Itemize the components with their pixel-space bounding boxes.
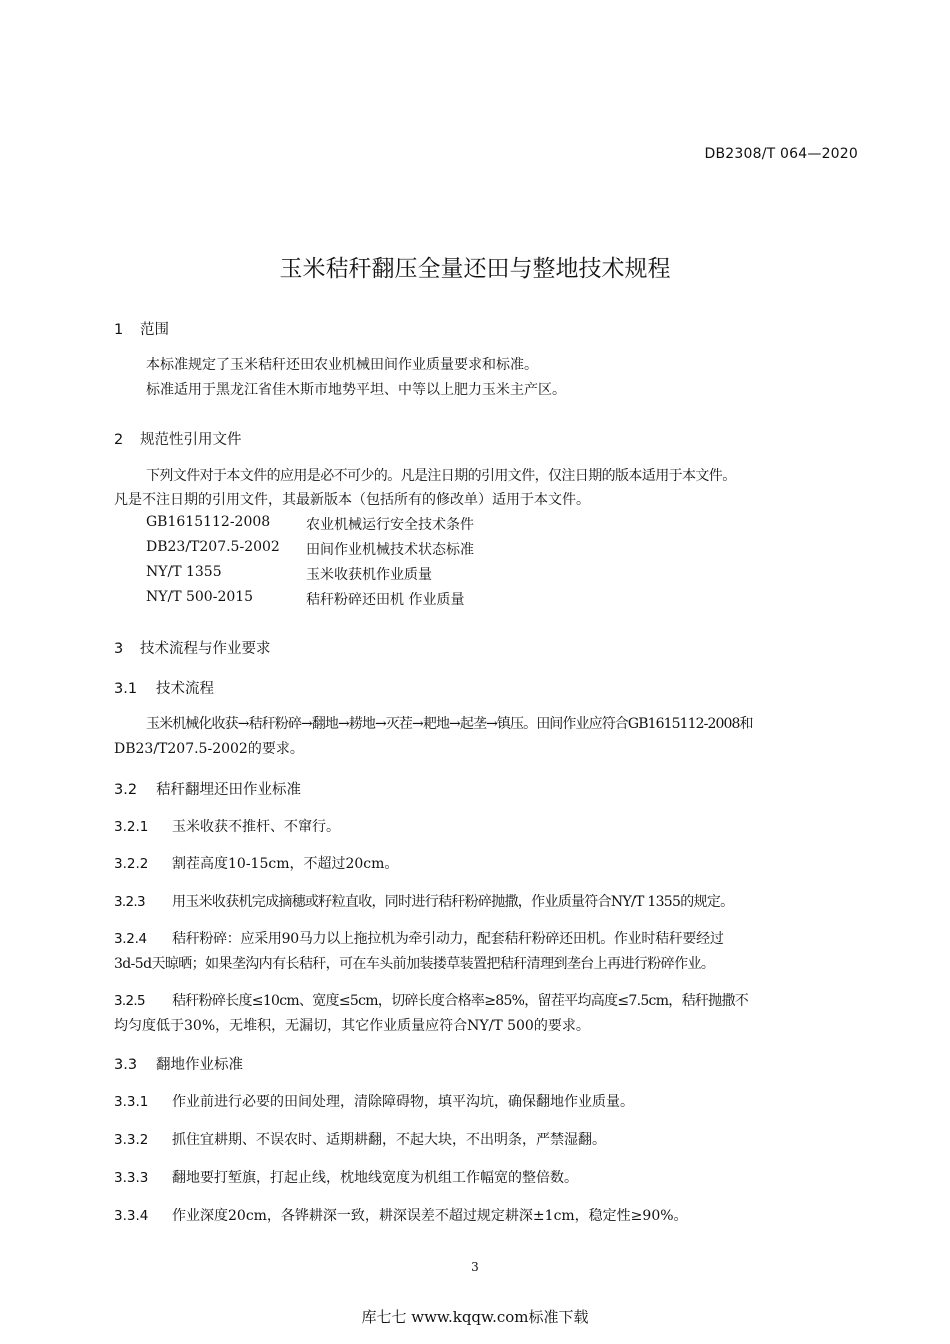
section-number: 1 [114, 322, 124, 338]
clause-3-2-4 [114, 928, 724, 948]
section-title: 规范性引用文件 [140, 432, 242, 448]
document-title: 玉米秸秆翻压全量还田与整地技术规程 [279, 256, 671, 282]
clause-text: 秸秆粉碎：应采用90马力以上拖拉机为牵引动力，配套秸秆粉碎还田机。作业时秸秆要经过 [172, 931, 724, 947]
subsection-title: 秸秆翻埋还田作业标准 [156, 782, 301, 798]
reference-name: 农业机械运行安全技术条件 [306, 517, 474, 533]
clause-number: 3.2.4 [114, 931, 147, 947]
clause-number: 3.3.3 [114, 1170, 149, 1186]
subsection-3-3-heading [114, 1053, 243, 1074]
clause-number: 3.3.4 [114, 1208, 149, 1224]
subsection-number: 3.1 [114, 681, 138, 697]
paragraph: 标准适用于黑龙江省佳木斯市地势平坦、中等以上肥力玉米主产区。 [146, 382, 566, 398]
clause-3-2-1 [114, 816, 340, 836]
clause-text: 用玉米收获机完成摘穗或籽粒直收，同时进行秸秆粉碎抛撒，作业质量符合NY/T 1355的规定。 [172, 894, 734, 910]
reference-name: 田间作业机械技术状态标准 [306, 542, 474, 558]
reference-code: DB23/T207.5-2002 [146, 539, 280, 555]
subsection-3-2-heading [114, 778, 301, 799]
clause-3-3-1 [114, 1091, 634, 1111]
clause-number: 3.2.1 [114, 819, 149, 835]
paragraph-line: 下列文件对于本文件的应用是必不可少的。凡是注日期的引用文件，仅注日期的版本适用于本文件。 [146, 468, 736, 484]
page-number: 3 [471, 1260, 479, 1274]
section-number: 3 [114, 641, 124, 657]
section-title: 技术流程与作业要求 [140, 641, 271, 657]
reference-code: GB1615112-2008 [146, 514, 271, 530]
reference-name: 秸秆粉碎还田机 作业质量 [306, 592, 465, 608]
clause-continuation: 3d-5d天晾晒；如果垄沟内有长秸秆，可在车头前加装搂草装置把秸秆清理到垄台上再进行粉碎作业。 [114, 956, 715, 972]
reference-name: 玉米收获机作业质量 [306, 567, 432, 583]
footer-watermark-text: 库七七 www.kqqw.com标准下载 [361, 1308, 589, 1326]
clause-3-3-3 [114, 1167, 578, 1187]
clause-3-3-2 [114, 1129, 606, 1149]
reference-code: NY/T 1355 [146, 564, 222, 580]
clause-text: 玉米收获不推杆、不窜行。 [172, 819, 340, 835]
section-1-heading [114, 318, 169, 339]
clause-3-2-5 [114, 990, 748, 1010]
clause-text: 抓住宜耕期、不误农时、适期耕翻，不起大块，不出明条，严禁湿翻。 [172, 1132, 606, 1148]
section-2-heading [114, 428, 242, 449]
clause-number: 3.2.5 [114, 993, 145, 1009]
section-number: 2 [114, 432, 124, 448]
section-3-heading [114, 637, 271, 658]
clause-3-2-3 [114, 891, 733, 911]
paragraph-line: 玉米机械化收获→秸秆粉碎→翻地→耢地→灭茬→耙地→起垄→镇压。田间作业应符合GB1615112-2008和 [146, 716, 753, 732]
clause-3-2-2 [114, 853, 398, 873]
clause-number: 3.2.2 [114, 856, 149, 872]
clause-text: 割茬高度10-15cm，不超过20cm。 [172, 856, 399, 872]
subsection-title: 技术流程 [156, 681, 214, 697]
clause-text: 翻地要打堑旗，打起止线，枕地线宽度为机组工作幅宽的整倍数。 [172, 1170, 578, 1186]
section-title: 范围 [140, 322, 169, 338]
standard-number: DB2308/T 064—2020 [704, 146, 858, 162]
reference-code: NY/T 500-2015 [146, 589, 254, 605]
subsection-3-1-heading [114, 677, 214, 698]
paragraph-line: DB23/T207.5-2002的要求。 [114, 741, 304, 757]
clause-number: 3.2.3 [114, 894, 145, 910]
clause-continuation: 均匀度低于30%，无堆积，无漏切，其它作业质量应符合NY/T 500的要求。 [114, 1018, 590, 1034]
clause-text: 秸秆粉碎长度≤10cm、宽度≤5cm，切碎长度合格率≥85%，留茬平均高度≤7.5cm，秸秆抛撒不 [172, 993, 749, 1009]
subsection-number: 3.3 [114, 1057, 138, 1073]
subsection-title: 翻地作业标准 [156, 1057, 243, 1073]
clause-text: 作业深度20cm，各铧耕深一致，耕深误差不超过规定耕深±1cm，稳定性≥90%。 [172, 1208, 688, 1224]
clause-text: 作业前进行必要的田间处理，清除障碍物，填平沟坑，确保翻地作业质量。 [172, 1094, 634, 1110]
paragraph: 本标准规定了玉米秸秆还田农业机械田间作业质量要求和标准。 [146, 357, 538, 373]
paragraph-line: 凡是不注日期的引用文件，其最新版本（包括所有的修改单）适用于本文件。 [114, 492, 590, 508]
subsection-number: 3.2 [114, 782, 138, 798]
clause-3-3-4 [114, 1205, 688, 1225]
clause-number: 3.3.1 [114, 1094, 149, 1110]
clause-number: 3.3.2 [114, 1132, 149, 1148]
